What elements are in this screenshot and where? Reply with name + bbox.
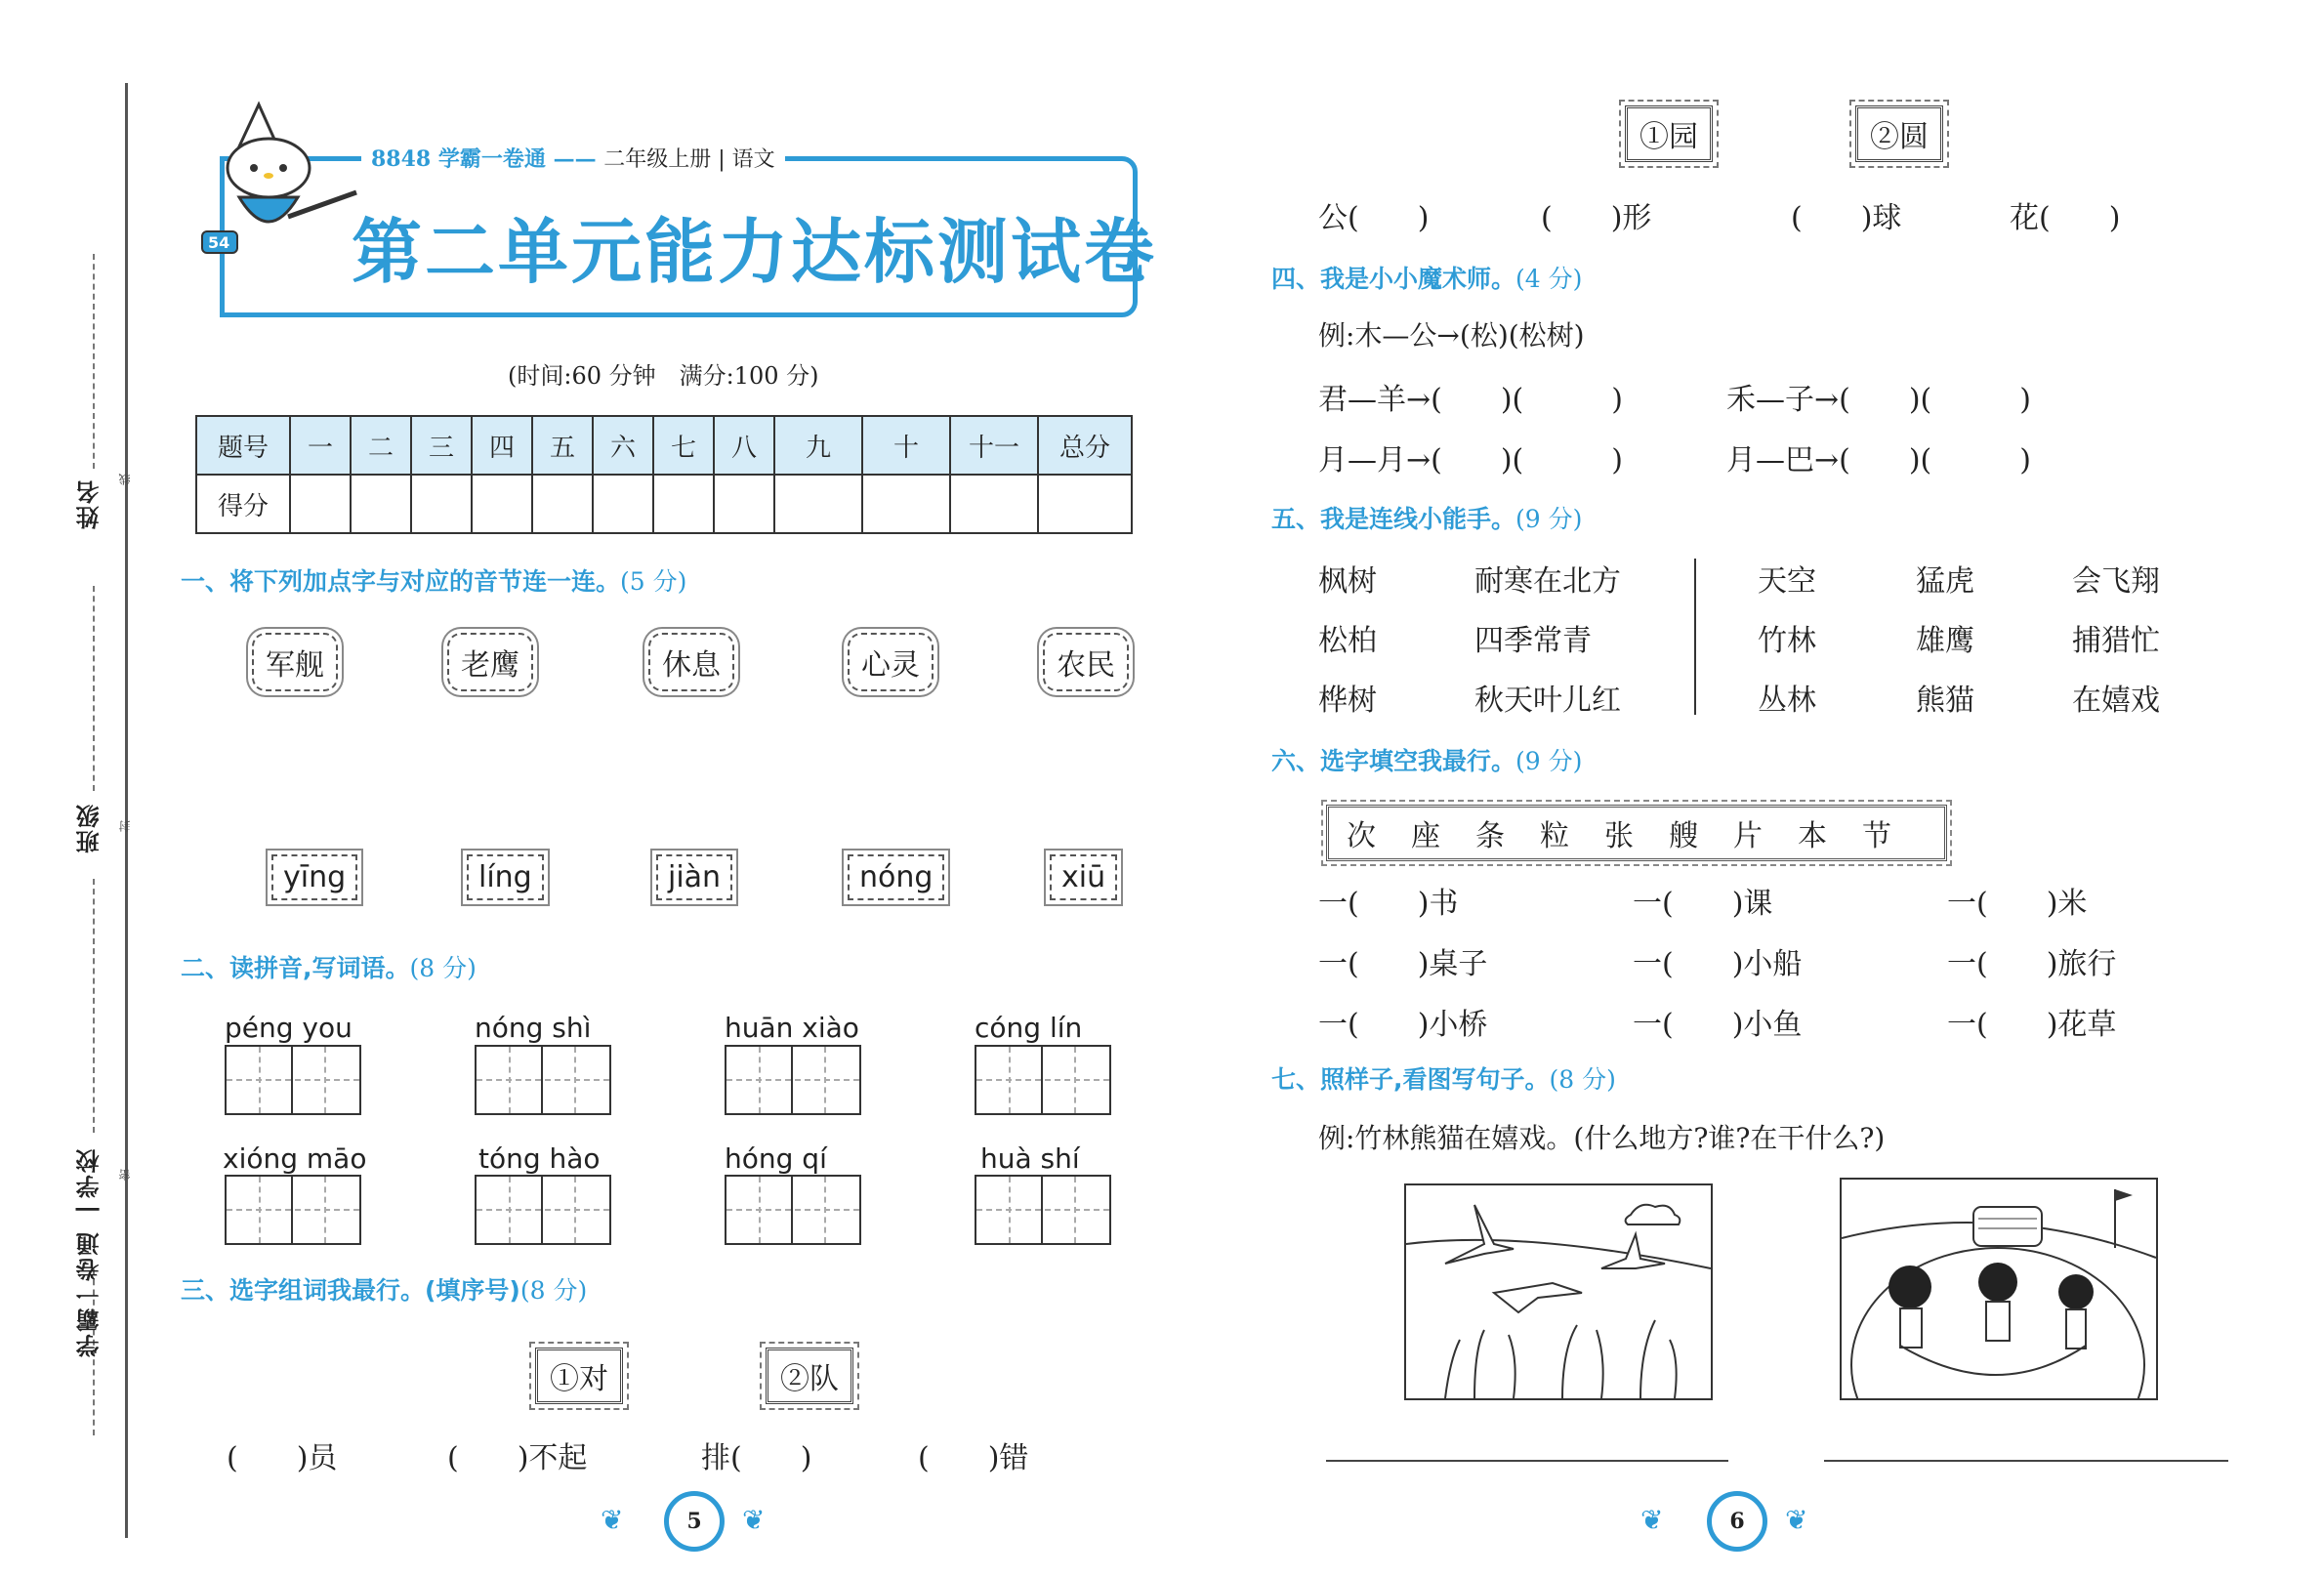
score-cell[interactable] xyxy=(1038,475,1132,533)
score-header-cell: 四 xyxy=(472,416,532,475)
q4-title-text: 四、我是小小魔术师。 xyxy=(1271,265,1516,293)
q1-pinyin: nóng xyxy=(848,854,944,900)
score-row-label: 得分 xyxy=(196,475,290,533)
q5-title-text: 五、我是连线小能手。 xyxy=(1271,505,1516,533)
q3-blank[interactable]: 排( ) xyxy=(701,1441,812,1475)
q1-word: 老鹰 xyxy=(447,633,533,691)
q3b-blank[interactable]: 公( ) xyxy=(1318,201,1430,235)
mark-secret: 密 xyxy=(118,1169,132,1181)
q3-title-text: 三、选字组词我最行。(填序号) xyxy=(181,1276,520,1305)
writing-grid[interactable] xyxy=(225,1175,361,1245)
q3-blank[interactable]: ( )错 xyxy=(918,1441,1029,1475)
q7-points: (8 分) xyxy=(1549,1065,1616,1094)
q6-blank[interactable]: 一( )小船 xyxy=(1633,947,1803,981)
q3b-option: ②圆 xyxy=(1855,105,1943,162)
sprout-icon: ❦ xyxy=(742,1504,766,1536)
q6-blank[interactable]: 一( )书 xyxy=(1318,887,1459,921)
class-label: 班级 xyxy=(76,803,104,853)
q2-pinyin: hóng qí xyxy=(725,1142,827,1175)
score-header-cell: 三 xyxy=(411,416,472,475)
score-row xyxy=(196,475,1132,533)
q3-blank[interactable]: ( )员 xyxy=(227,1441,338,1475)
q2-pinyin: tóng hào xyxy=(478,1142,601,1175)
q6-blank[interactable]: 一( )米 xyxy=(1947,887,2088,921)
writing-grid[interactable] xyxy=(975,1045,1111,1115)
writing-grid[interactable] xyxy=(225,1045,361,1115)
q7-answer-line[interactable] xyxy=(1326,1460,1728,1462)
q7-example: 例:竹林熊猫在嬉戏。(什么地方?谁?在干什么?) xyxy=(1318,1122,1886,1154)
score-header-cell: 六 xyxy=(593,416,653,475)
q5-item[interactable]: 天空 xyxy=(1758,564,1816,599)
name-blank-line xyxy=(93,254,95,469)
score-cell[interactable] xyxy=(411,475,472,533)
q3-title xyxy=(181,1271,587,1307)
q5-divider xyxy=(1694,559,1696,715)
writing-grid[interactable] xyxy=(725,1175,861,1245)
q1-title xyxy=(181,562,686,598)
q5-points: (9 分) xyxy=(1515,505,1583,533)
q1-word: 军舰 xyxy=(252,633,338,691)
q6-blank[interactable]: 一( )花草 xyxy=(1947,1008,2117,1042)
q4-line[interactable]: 月—巴→( )( ) xyxy=(1726,443,2031,477)
binding-line xyxy=(125,83,128,1538)
mascot-badge: 54 xyxy=(208,233,230,252)
score-cell[interactable] xyxy=(532,475,593,533)
q5-title xyxy=(1271,500,1582,535)
q7-title-text: 七、照样子,看图写句子。 xyxy=(1271,1065,1550,1094)
class-blank-line xyxy=(93,586,95,791)
grade-subject: 二年级上册 | 语文 xyxy=(603,147,775,172)
score-header-cell: 十 xyxy=(862,416,950,475)
score-header-cell: 一 xyxy=(290,416,351,475)
q3b-blank[interactable]: 花( ) xyxy=(2010,201,2121,235)
series-brand: 8848 学霸一卷通 xyxy=(371,146,546,172)
q5-item[interactable]: 丛林 xyxy=(1758,684,1816,718)
q2-pinyin: huà shí xyxy=(980,1142,1080,1175)
q3b-blank[interactable]: ( )形 xyxy=(1541,201,1652,235)
q6-points: (9 分) xyxy=(1515,747,1583,775)
q2-pinyin: péng you xyxy=(225,1012,353,1044)
mascot-illustration xyxy=(200,100,366,266)
brand-label: 学霸一卷通 xyxy=(76,1230,104,1357)
score-cell[interactable] xyxy=(950,475,1038,533)
sprout-icon: ❦ xyxy=(1640,1504,1664,1536)
q2-pinyin: xióng māo xyxy=(223,1142,367,1175)
q1-title-text: 一、将下列加点字与对应的音节连一连。 xyxy=(181,567,621,596)
writing-grid[interactable] xyxy=(475,1175,611,1245)
q3-points: (8 分) xyxy=(519,1276,588,1305)
q2-points: (8 分) xyxy=(409,954,477,982)
q7-picture-children xyxy=(1840,1178,2158,1400)
q1-pinyin: líng xyxy=(467,854,544,900)
score-header-cell: 八 xyxy=(714,416,774,475)
q6-char-strip: 次座条粒张艘片本节 xyxy=(1326,805,1947,861)
q2-pinyin: cóng lín xyxy=(975,1012,1083,1044)
q3-option: ①对 xyxy=(535,1348,623,1404)
q5-item[interactable]: 四季常青 xyxy=(1474,624,1592,658)
name-label: 姓名 xyxy=(76,478,104,529)
q6-blank[interactable]: 一( )课 xyxy=(1633,887,1773,921)
q7-picture-geese xyxy=(1404,1183,1713,1400)
q7-answer-line[interactable] xyxy=(1824,1460,2228,1462)
page-number: 5 xyxy=(664,1491,725,1552)
q5-item[interactable]: 桦树 xyxy=(1318,684,1377,718)
writing-grid[interactable] xyxy=(975,1175,1111,1245)
q5-item[interactable]: 捕猎忙 xyxy=(2072,624,2160,658)
q5-item[interactable]: 雄鹰 xyxy=(1916,624,1974,658)
score-header-cell: 总分 xyxy=(1038,416,1132,475)
q2-pinyin: huān xiào xyxy=(725,1012,859,1044)
binding-strip xyxy=(0,0,137,1577)
score-header-cell: 二 xyxy=(351,416,411,475)
score-cell[interactable] xyxy=(774,475,862,533)
q3b-option: ①园 xyxy=(1625,105,1713,162)
q6-blank[interactable]: 一( )旅行 xyxy=(1947,947,2117,981)
q1-word: 心灵 xyxy=(848,633,934,691)
score-header-cell: 题号 xyxy=(196,416,290,475)
score-header-cell: 七 xyxy=(653,416,714,475)
score-cell[interactable] xyxy=(653,475,714,533)
score-cell[interactable] xyxy=(593,475,653,533)
sprout-icon: ❦ xyxy=(601,1504,624,1536)
q1-word: 休息 xyxy=(648,633,734,691)
binding-sep: | xyxy=(72,1203,100,1214)
series-line: 8848 学霸一卷通 —— 二年级上册 | 语文 xyxy=(361,143,785,173)
school-blank-line xyxy=(93,879,95,1133)
q1-word: 农民 xyxy=(1043,633,1129,691)
q5-item[interactable]: 耐寒在北方 xyxy=(1474,564,1621,599)
q4-line[interactable]: 君—羊→( )( ) xyxy=(1318,383,1623,417)
q3b-blank[interactable]: ( )球 xyxy=(1791,201,1902,235)
q5-item[interactable]: 猛虎 xyxy=(1916,564,1974,599)
score-cell[interactable] xyxy=(472,475,532,533)
score-table xyxy=(195,415,1133,534)
mark-line: 线 xyxy=(118,474,132,485)
q4-title xyxy=(1271,260,1582,295)
school-label: 学校 xyxy=(76,1147,104,1198)
score-header-cell: 九 xyxy=(774,416,862,475)
q4-line[interactable]: 月—月→( )( ) xyxy=(1318,443,1623,477)
q6-blank[interactable]: 一( )桌子 xyxy=(1318,947,1488,981)
q4-example: 例:木—公→(松)(松树) xyxy=(1318,319,1585,352)
q4-line[interactable]: 禾—子→( )( ) xyxy=(1726,383,2031,417)
q5-item[interactable]: 会飞翔 xyxy=(2072,564,2160,599)
sprout-icon: ❦ xyxy=(1785,1504,1808,1536)
page-title: 第二单元能力达标测试卷 xyxy=(352,211,1158,293)
q1-pinyin: jiàn xyxy=(656,854,732,900)
q4-points: (4 分) xyxy=(1515,265,1583,293)
q2-title-text: 二、读拼音,写词语。 xyxy=(181,954,410,982)
q3-option: ②队 xyxy=(766,1348,853,1404)
score-header-cell: 五 xyxy=(532,416,593,475)
q1-points: (5 分) xyxy=(620,567,687,596)
q1-pinyin: xiū xyxy=(1050,854,1117,900)
score-header-cell: 十一 xyxy=(950,416,1038,475)
writing-grid[interactable] xyxy=(725,1045,861,1115)
q6-title xyxy=(1271,742,1582,777)
q2-pinyin: nóng shì xyxy=(475,1012,592,1044)
q2-title xyxy=(181,949,477,984)
q5-item[interactable]: 竹林 xyxy=(1758,624,1816,658)
q6-blank[interactable]: 一( )小桥 xyxy=(1318,1008,1488,1042)
q6-blank[interactable]: 一( )小鱼 xyxy=(1633,1008,1803,1042)
q6-title-text: 六、选字填空我最行。 xyxy=(1271,747,1516,775)
q1-pinyin: yīng xyxy=(271,854,357,900)
q5-item[interactable]: 熊猫 xyxy=(1916,684,1974,718)
score-cell[interactable] xyxy=(290,475,351,533)
score-cell[interactable] xyxy=(714,475,774,533)
q5-item[interactable]: 秋天叶儿红 xyxy=(1474,684,1621,718)
writing-grid[interactable] xyxy=(475,1045,611,1115)
score-cell[interactable] xyxy=(862,475,950,533)
q5-item[interactable]: 枫树 xyxy=(1318,564,1377,599)
q3-blank[interactable]: ( )不起 xyxy=(447,1441,588,1475)
score-cell[interactable] xyxy=(351,475,411,533)
mark-seal: 封 xyxy=(118,820,132,832)
q5-item[interactable]: 在嬉戏 xyxy=(2072,684,2160,718)
q7-title xyxy=(1271,1060,1616,1096)
score-header-row xyxy=(196,416,1132,475)
q5-item[interactable]: 松柏 xyxy=(1318,624,1377,658)
exam-meta: (时间:60 分钟 满分:100 分) xyxy=(508,362,819,390)
page-number: 6 xyxy=(1707,1491,1767,1552)
